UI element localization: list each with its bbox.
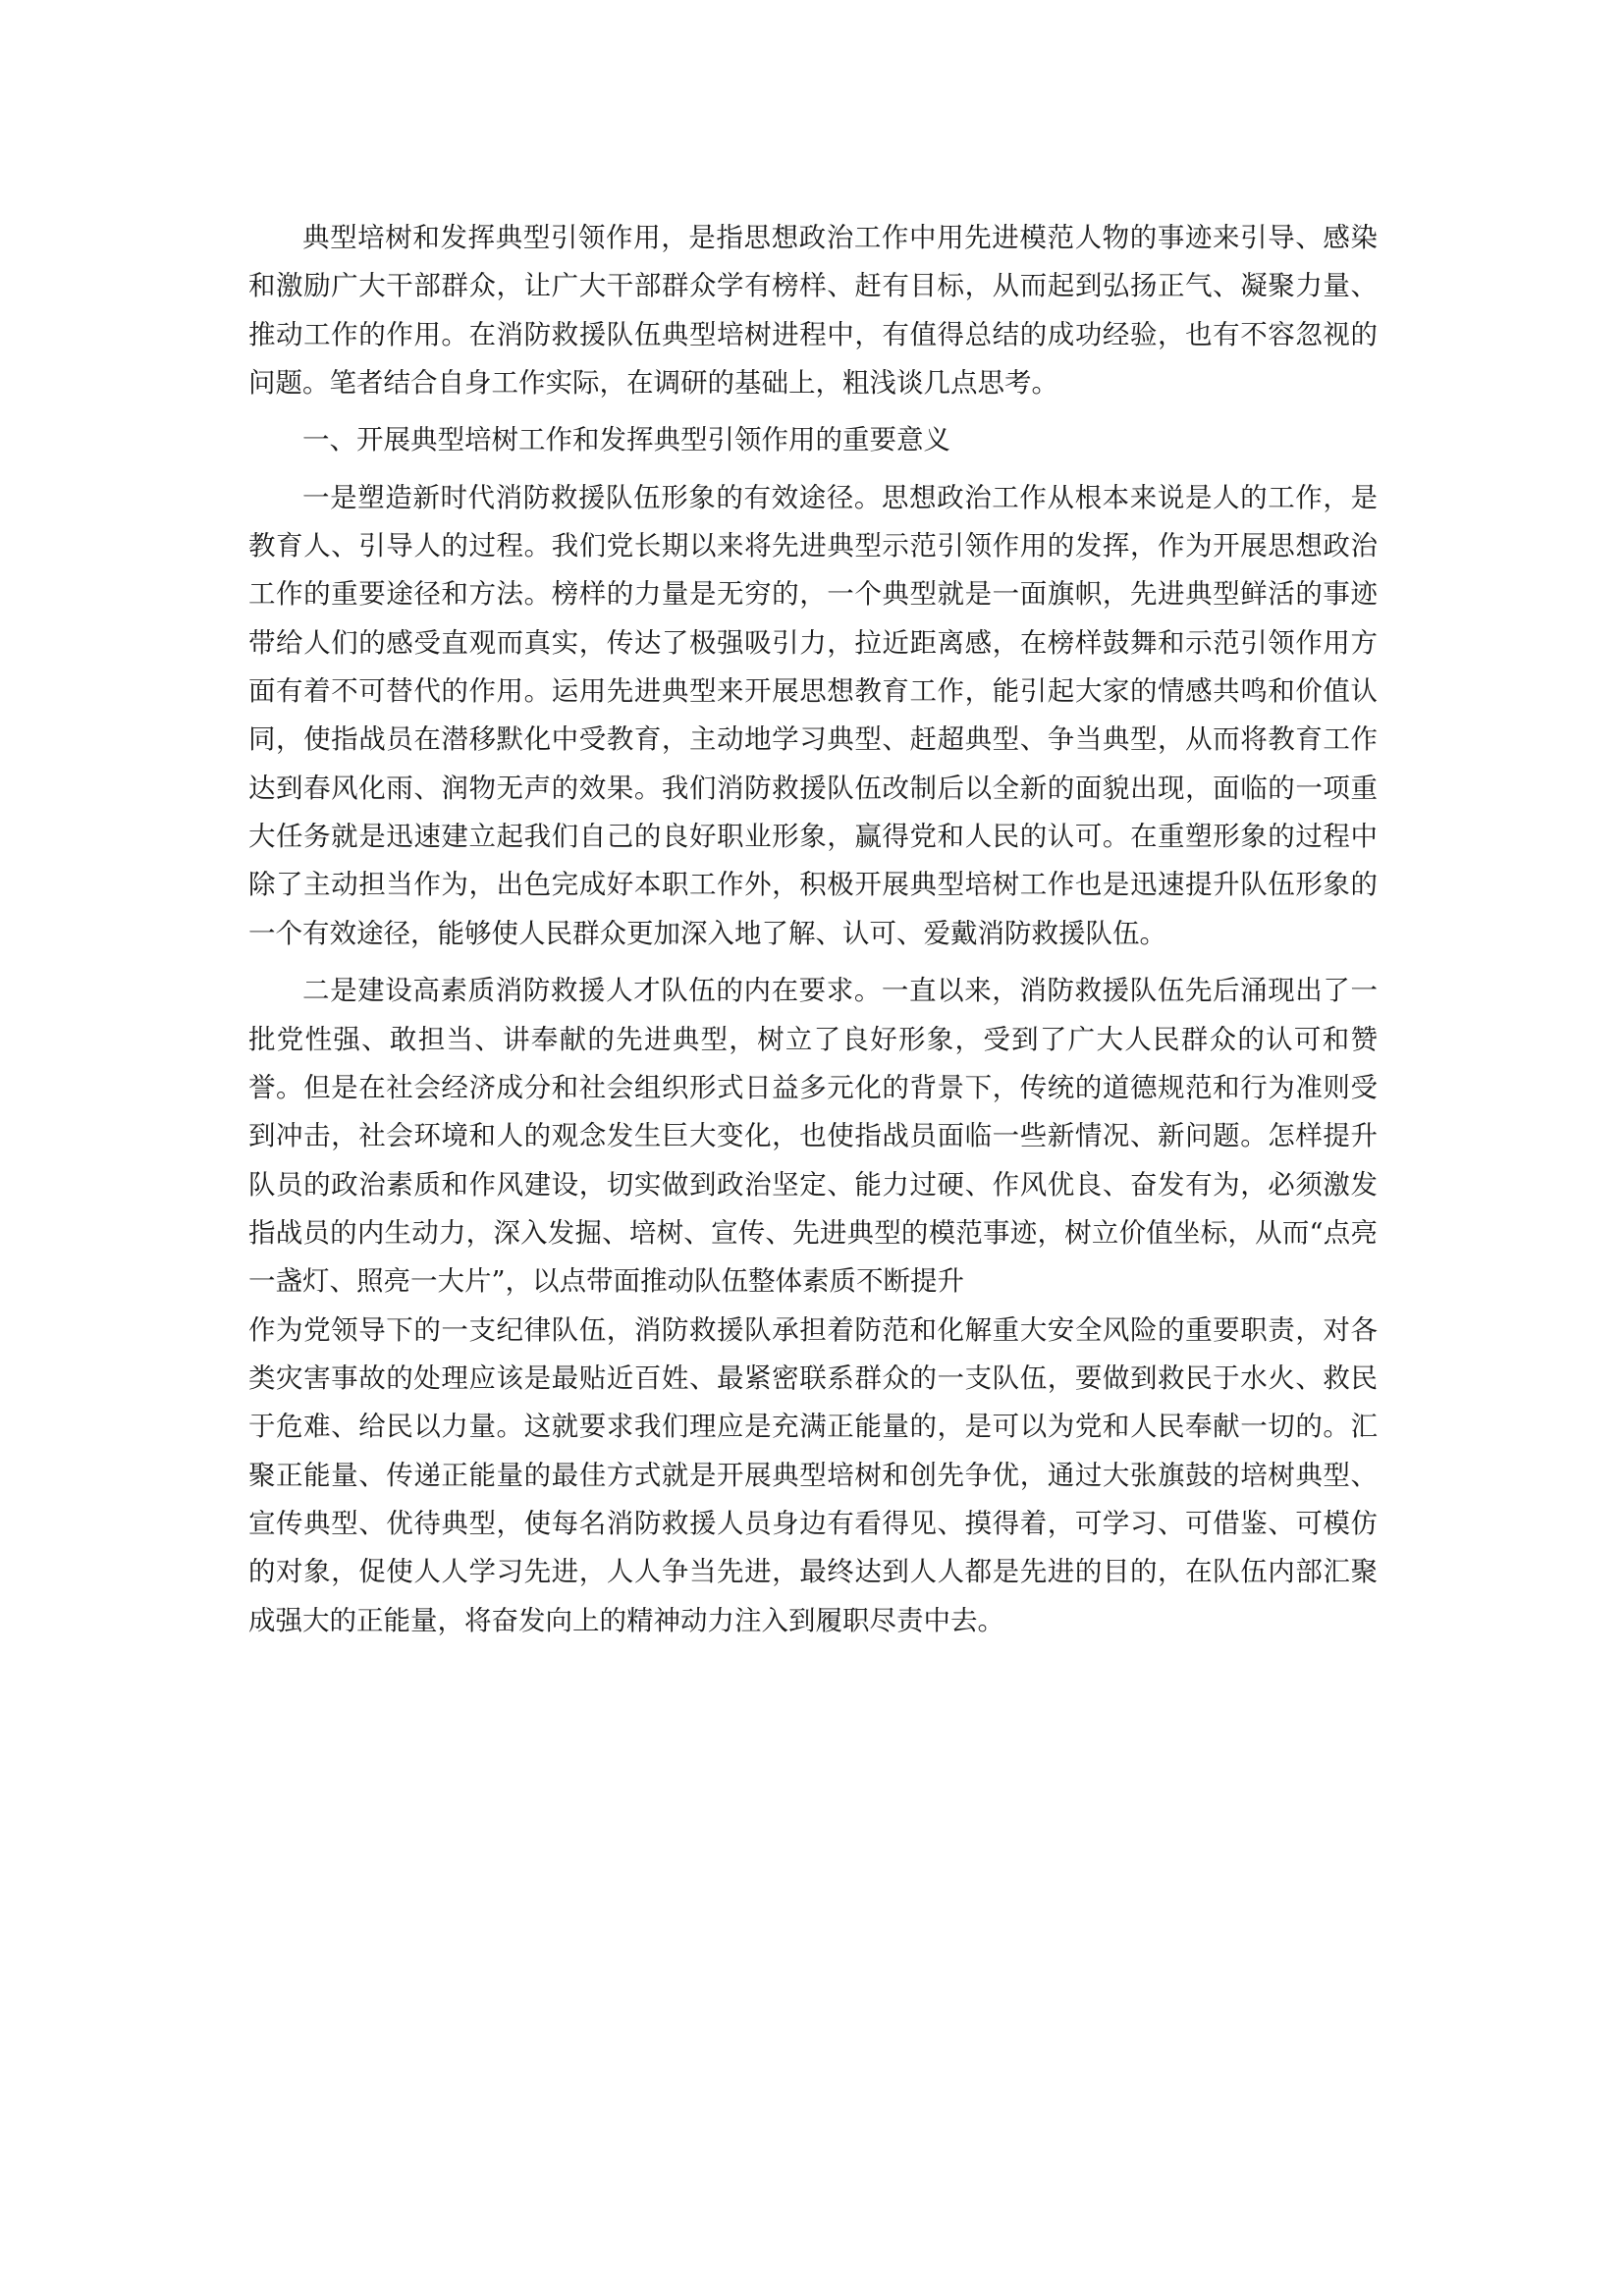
paragraph-point-two: 二是建设高素质消防救援人才队伍的内在要求。一直以来，消防救援队伍先后涌现出了一批党性强、敢担当、讲奉献的先进典型，树立了良好形象，受到了广大人民群众的认可和赞誉。但是在社会经济成分和社会组织形式日益多元化的背景下，传统的道德规范和行为准则受到冲击，社会环境和人的观念发生巨大变化，也使指战员面临一些新情况、新问题。怎样提升队员的政治素质和作风建设，切实做到政治坚定、能力过硬、作风优良、奋发有为，必须激发指战员的内生动力，深入发掘、培树、宣传、先进典型的模范事迹，树立价值坐标，从而“点亮一盏灯、照亮一大片”，以点带面推动队伍整体素质不断提升	[248, 975, 1378, 1298]
paragraph-intro: 典型培树和发挥典型引领作用，是指思想政治工作中用先进模范人物的事迹来引导、感染和激励广大干部群众，让广大干部群众学有榜样、赶有目标，从而起到弘扬正气、凝聚力量、推动工作的作用。在消防救援队伍典型培树进程中，有值得总结的成功经验，也有不容忽视的问题。笔者结合自身工作实际，在调研的基础上，粗浅谈几点思考。	[248, 222, 1378, 400]
document-body	[248, 214, 1378, 1654]
paragraph-point-one: 一是塑造新时代消防救援队伍形象的有效途径。思想政治工作从根本来说是人的工作，是教育人、引导人的过程。我们党长期以来将先进典型示范引领作用的发挥，作为开展思想政治工作的重要途径和方法。榜样的力量是无穷的，一个典型就是一面旗帜，先进典型鲜活的事迹带给人们的感受直观而真实，传达了极强吸引力，拉近距离感，在榜样鼓舞和示范引领作用方面有着不可替代的作用。运用先进典型来开展思想教育工作，能引起大家的情感共鸣和价值认同，使指战员在潜移默化中受教育，主动地学习典型、赶超典型、争当典型，从而将教育工作达到春风化雨、润物无声的效果。我们消防救援队伍改制后以全新的面貌出现，面临的一项重大任务就是迅速建立起我们自己的良好职业形象，赢得党和人民的认可。在重塑形象的过程中除了主动担当作为，出色完成好本职工作外，积极开展典型培树工作也是迅速提升队伍形象的一个有效途径，能够使人民群众更加深入地了解、认可、爱戴消防救援队伍。	[248, 481, 1378, 949]
paragraph-point-two-continued: 作为党领导下的一支纪律队伍，消防救援队承担着防范和化解重大安全风险的重要职责，对各类灾害事故的处理应该是最贴近百姓、最紧密联系群众的一支队伍，要做到救民于水火、救民于危难、给民以力量。这就要求我们理应是充满正能量的，是可以为党和人民奉献一切的。汇聚正能量、传递正能量的最佳方式就是开展典型培树和创先争优，通过大张旗鼓的培树典型、宣传典型、优待典型，使每名消防救援人员身边有看得见、摸得着，可学习、可借鉴、可模仿的对象，促使人人学习先进，人人争当先进，最终达到人人都是先进的目的，在队伍内部汇聚成强大的正能量，将奋发向上的精神动力注入到履职尽责中去。	[248, 1313, 1378, 1636]
section-heading-1: 一、开展典型培树工作和发挥典型引领作用的重要意义	[302, 424, 950, 456]
